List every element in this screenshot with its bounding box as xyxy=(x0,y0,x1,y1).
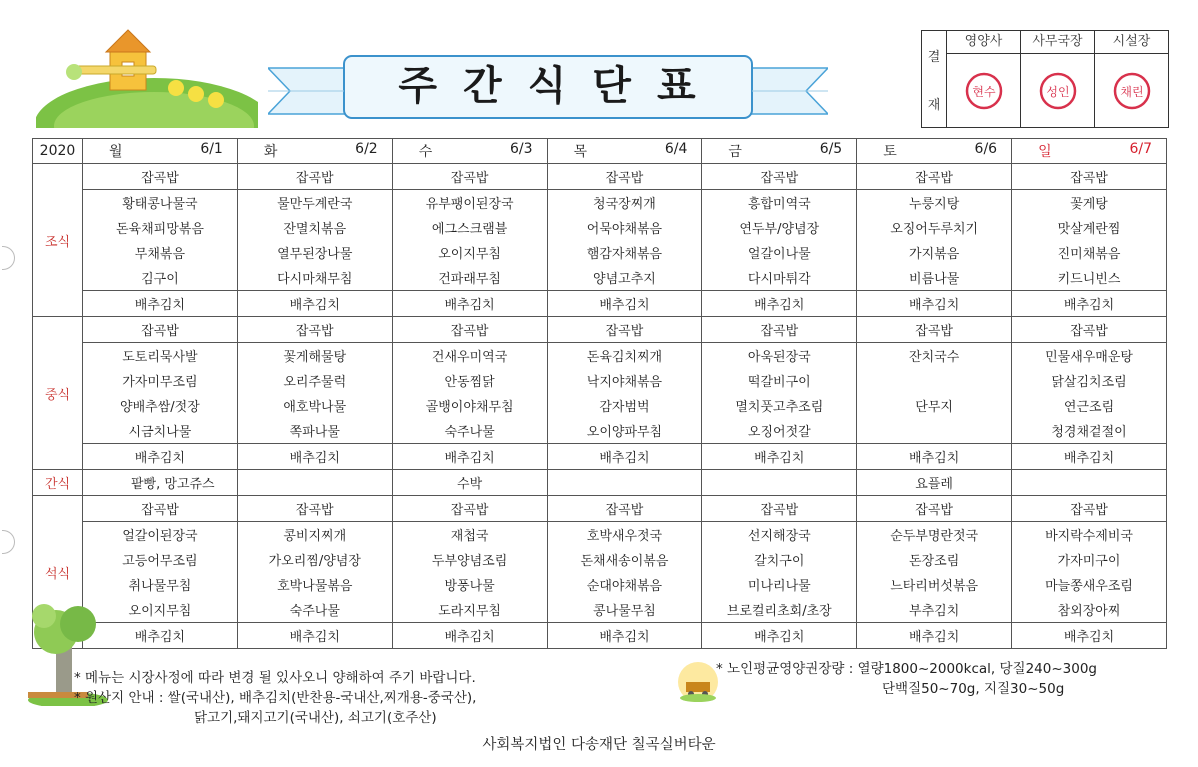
seal-stamp xyxy=(1036,69,1080,113)
menu-cell: 고등어무조림 xyxy=(83,547,238,572)
menu-cell: 숙주나물 xyxy=(237,597,392,623)
approval-col-director xyxy=(1095,31,1168,127)
menu-cell: 에그스크램블 xyxy=(392,215,547,240)
menu-row xyxy=(33,240,1167,265)
menu-cell: 배추김치 xyxy=(83,623,238,649)
menu-cell: 배추김치 xyxy=(392,623,547,649)
menu-cell: 잡곡밥 xyxy=(702,164,857,190)
table-header-row xyxy=(33,139,1167,164)
menu-cell: 청경채겉절이 xyxy=(1012,418,1167,444)
menu-cell: 배추김치 xyxy=(702,623,857,649)
menu-cell: 잡곡밥 xyxy=(392,496,547,522)
seal-stamp xyxy=(1110,69,1154,113)
menu-cell xyxy=(702,470,857,496)
day-date: 6/2 xyxy=(355,141,378,157)
day-date: 6/7 xyxy=(1129,141,1152,157)
menu-cell: 잡곡밥 xyxy=(83,317,238,343)
menu-row xyxy=(33,597,1167,623)
menu-cell: 오리주물럭 xyxy=(237,368,392,393)
menu-cell: 열무된장나물 xyxy=(237,240,392,265)
menu-row xyxy=(33,343,1167,369)
nutrition-line: * 노인평균영양권장량 : 열량1800~2000kcal, 당질240~300g xyxy=(716,661,1097,677)
menu-cell: 비름나물 xyxy=(857,265,1012,291)
menu-cell: 오이지무침 xyxy=(83,597,238,623)
menu-cell: 누룽지탕 xyxy=(857,190,1012,216)
day-name: 토 xyxy=(883,144,897,160)
menu-cell: 수박 xyxy=(392,470,547,496)
menu-cell: 배추김치 xyxy=(83,291,238,317)
menu-cell: 연근조림 xyxy=(1012,393,1167,418)
menu-cell: 부추김치 xyxy=(857,597,1012,623)
menu-cell: 닭살김치조림 xyxy=(1012,368,1167,393)
menu-row xyxy=(33,496,1167,522)
menu-cell: 배추김치 xyxy=(392,444,547,470)
day-header xyxy=(547,139,702,164)
nutrition-line: 단백질50~70g, 지질30~50g xyxy=(882,681,1065,697)
menu-cell: 도토리묵사발 xyxy=(83,343,238,369)
menu-cell: 느타리버섯볶음 xyxy=(857,572,1012,597)
day-name: 금 xyxy=(728,144,742,160)
menu-cell: 오징어두루치기 xyxy=(857,215,1012,240)
seal-stamp xyxy=(962,69,1006,113)
menu-cell: 돈육김치찌개 xyxy=(547,343,702,369)
menu-row xyxy=(33,164,1167,190)
menu-cell: 잡곡밥 xyxy=(392,164,547,190)
menu-cell xyxy=(857,368,1012,393)
menu-row xyxy=(33,547,1167,572)
menu-row xyxy=(33,368,1167,393)
day-date: 6/4 xyxy=(664,141,688,157)
menu-row xyxy=(33,393,1167,418)
meal-label: 중식 xyxy=(33,317,83,470)
menu-row xyxy=(33,190,1167,216)
menu-cell: 황태콩나물국 xyxy=(83,190,238,216)
menu-cell: 잡곡밥 xyxy=(702,317,857,343)
day-name: 월 xyxy=(109,144,123,160)
menu-cell: 배추김치 xyxy=(857,291,1012,317)
page-title: 주간식단표 xyxy=(398,63,722,109)
menu-cell: 아욱된장국 xyxy=(702,343,857,369)
menu-cell: 배추김치 xyxy=(83,444,238,470)
menu-cell: 배추김치 xyxy=(702,444,857,470)
menu-cell: 돈육채피망볶음 xyxy=(83,215,238,240)
menu-cell: 애호박나물 xyxy=(237,393,392,418)
menu-cell: 두부양념조림 xyxy=(392,547,547,572)
menu-cell: 가오리찜/양념장 xyxy=(237,547,392,572)
menu-row xyxy=(33,522,1167,548)
meal-label: 조식 xyxy=(33,164,83,317)
approval-box xyxy=(921,30,1169,128)
menu-cell: 얼갈이된장국 xyxy=(83,522,238,548)
menu-cell: 잡곡밥 xyxy=(547,496,702,522)
menu-cell: 재첩국 xyxy=(392,522,547,548)
menu-cell: 배추김치 xyxy=(1012,291,1167,317)
menu-cell: 잔치국수 xyxy=(857,343,1012,369)
menu-cell: 시금치나물 xyxy=(83,418,238,444)
menu-cell: 오이지무침 xyxy=(392,240,547,265)
menu-cell: 연두부/양념장 xyxy=(702,215,857,240)
menu-cell: 배추김치 xyxy=(547,291,702,317)
menu-cell: 양배추쌈/젓장 xyxy=(83,393,238,418)
approval-role: 시설장 xyxy=(1095,31,1168,54)
menu-cell: 배추김치 xyxy=(392,291,547,317)
menu-cell: 단무지 xyxy=(857,393,1012,418)
menu-cell: 호박나물볶음 xyxy=(237,572,392,597)
menu-cell: 민물새우매운탕 xyxy=(1012,343,1167,369)
menu-cell: 선지해장국 xyxy=(702,522,857,548)
seal-text: 현수 xyxy=(971,84,996,99)
binder-hole xyxy=(2,530,15,554)
menu-cell: 건새우미역국 xyxy=(392,343,547,369)
menu-cell: 다시마튀각 xyxy=(702,265,857,291)
menu-cell: 쪽파나물 xyxy=(237,418,392,444)
menu-row xyxy=(33,444,1167,470)
menu-cell: 잡곡밥 xyxy=(1012,164,1167,190)
nutrition-guide xyxy=(716,659,1097,699)
menu-cell: 취나물무침 xyxy=(83,572,238,597)
menu-cell: 배추김치 xyxy=(702,291,857,317)
menu-cell: 바지락수제비국 xyxy=(1012,522,1167,548)
menu-cell: 꽃게해물탕 xyxy=(237,343,392,369)
menu-cell: 잡곡밥 xyxy=(547,164,702,190)
menu-cell: 골뱅이야채무침 xyxy=(392,393,547,418)
menu-cell: 떡갈비구이 xyxy=(702,368,857,393)
menu-cell: 돈채새송이볶음 xyxy=(547,547,702,572)
note-line: * 원산지 안내 : 쌀(국내산), 배추김치(반찬용-국내산,찌개용-중국산), xyxy=(74,690,477,706)
menu-cell: 돈장조림 xyxy=(857,547,1012,572)
menu-cell: 잡곡밥 xyxy=(237,317,392,343)
menu-cell: 물만두계란국 xyxy=(237,190,392,216)
menu-cell: 무채볶음 xyxy=(83,240,238,265)
note-line: * 메뉴는 시장사정에 따라 변경 될 있사오니 양해하여 주기 바랍니다. xyxy=(74,670,476,686)
approval-label-bottom: 재 xyxy=(927,97,941,113)
menu-cell: 오징어젓갈 xyxy=(702,418,857,444)
menu-cell: 오이양파무침 xyxy=(547,418,702,444)
menu-cell: 낙지야채볶음 xyxy=(547,368,702,393)
menu-cell: 어묵야채볶음 xyxy=(547,215,702,240)
approval-col-manager xyxy=(1021,31,1095,127)
menu-row xyxy=(33,265,1167,291)
year-cell: 2020 xyxy=(33,139,83,164)
menu-cell: 감자범벅 xyxy=(547,393,702,418)
menu-cell: 잡곡밥 xyxy=(857,317,1012,343)
menu-cell: 꽃게탕 xyxy=(1012,190,1167,216)
menu-cell: 배추김치 xyxy=(857,444,1012,470)
meal-label: 석식 xyxy=(33,496,83,649)
menu-cell: 순두부명란젓국 xyxy=(857,522,1012,548)
menu-cell: 김구이 xyxy=(83,265,238,291)
menu-body xyxy=(33,164,1167,649)
day-header xyxy=(857,139,1012,164)
day-date: 6/5 xyxy=(819,141,843,157)
menu-cell: 호박새우젓국 xyxy=(547,522,702,548)
menu-cell: 순대야채볶음 xyxy=(547,572,702,597)
meal-label: 간식 xyxy=(33,470,83,496)
menu-cell xyxy=(857,418,1012,444)
menu-cell: 배추김치 xyxy=(237,623,392,649)
menu-cell: 잡곡밥 xyxy=(547,317,702,343)
menu-cell: 갈치구이 xyxy=(702,547,857,572)
menu-cell: 배추김치 xyxy=(547,444,702,470)
menu-row xyxy=(33,317,1167,343)
menu-row xyxy=(33,623,1167,649)
menu-cell: 맛살계란찜 xyxy=(1012,215,1167,240)
approval-label-top: 결 xyxy=(927,49,941,65)
menu-cell: 멸치풋고추조림 xyxy=(702,393,857,418)
day-date: 6/6 xyxy=(974,141,998,157)
binder-hole xyxy=(2,246,15,270)
day-name: 일 xyxy=(1038,144,1052,160)
menu-cell: 배추김치 xyxy=(237,291,392,317)
menu-cell: 참외장아찌 xyxy=(1012,597,1167,623)
seal-text: 채린 xyxy=(1119,84,1144,99)
menu-cell: 진미채볶음 xyxy=(1012,240,1167,265)
menu-cell: 배추김치 xyxy=(1012,444,1167,470)
menu-row xyxy=(33,418,1167,444)
menu-cell: 배추김치 xyxy=(237,444,392,470)
approval-col-nutritionist xyxy=(947,31,1021,127)
menu-cell: 잡곡밥 xyxy=(83,496,238,522)
approval-role: 사무국장 xyxy=(1021,31,1094,54)
day-header xyxy=(237,139,392,164)
approval-role: 영양사 xyxy=(947,31,1020,54)
menu-cell: 팥빵, 망고쥬스 xyxy=(83,470,238,496)
menu-cell: 콩나물무침 xyxy=(547,597,702,623)
menu-cell xyxy=(1012,470,1167,496)
hill-house-illustration xyxy=(36,28,258,128)
menu-cell: 키드니빈스 xyxy=(1012,265,1167,291)
day-header xyxy=(392,139,547,164)
seal-text: 성인 xyxy=(1045,84,1070,99)
menu-cell: 다시마채무침 xyxy=(237,265,392,291)
menu-cell: 잡곡밥 xyxy=(702,496,857,522)
menu-cell: 잡곡밥 xyxy=(1012,496,1167,522)
menu-cell: 마늘쫑새우조림 xyxy=(1012,572,1167,597)
menu-cell: 가자미구이 xyxy=(1012,547,1167,572)
cart-illustration xyxy=(676,660,720,704)
menu-row xyxy=(33,215,1167,240)
menu-cell: 방풍나물 xyxy=(392,572,547,597)
menu-cell: 콩비지찌개 xyxy=(237,522,392,548)
menu-cell: 양념고추지 xyxy=(547,265,702,291)
snack-row xyxy=(33,470,1167,496)
day-date: 6/3 xyxy=(510,141,533,157)
menu-cell: 청국장찌개 xyxy=(547,190,702,216)
menu-cell: 잡곡밥 xyxy=(83,164,238,190)
menu-cell: 배추김치 xyxy=(547,623,702,649)
menu-cell: 가지볶음 xyxy=(857,240,1012,265)
menu-cell: 숙주나물 xyxy=(392,418,547,444)
menu-row xyxy=(33,291,1167,317)
menu-cell: 배추김치 xyxy=(857,623,1012,649)
menu-cell: 미나리나물 xyxy=(702,572,857,597)
day-name: 수 xyxy=(418,144,433,160)
menu-cell: 안동찜닭 xyxy=(392,368,547,393)
menu-cell: 잡곡밥 xyxy=(237,496,392,522)
menu-row xyxy=(33,572,1167,597)
menu-cell: 잡곡밥 xyxy=(1012,317,1167,343)
menu-cell: 가자미무조림 xyxy=(83,368,238,393)
day-header xyxy=(702,139,857,164)
approval-label xyxy=(922,31,947,127)
footer-notes xyxy=(74,668,476,728)
day-date: 6/1 xyxy=(200,141,223,157)
menu-cell: 건파래무침 xyxy=(392,265,547,291)
menu-cell: 잡곡밥 xyxy=(237,164,392,190)
menu-cell: 흥합미역국 xyxy=(702,190,857,216)
organization-name: 사회복지법인 다송재단 칠곡실버타운 xyxy=(482,737,716,753)
menu-cell: 도라지무침 xyxy=(392,597,547,623)
menu-cell xyxy=(547,470,702,496)
day-name: 화 xyxy=(263,144,278,160)
menu-cell: 잡곡밥 xyxy=(857,164,1012,190)
menu-cell: 잡곡밥 xyxy=(857,496,1012,522)
menu-cell: 잔멸치볶음 xyxy=(237,215,392,240)
menu-cell: 요플레 xyxy=(857,470,1012,496)
menu-cell xyxy=(237,470,392,496)
day-name: 목 xyxy=(573,144,588,160)
menu-cell: 배추김치 xyxy=(1012,623,1167,649)
menu-cell: 얼갈이나물 xyxy=(702,240,857,265)
day-header xyxy=(83,139,238,164)
day-header-sunday xyxy=(1012,139,1167,164)
menu-cell: 햄감자채볶음 xyxy=(547,240,702,265)
menu-cell: 브로컬리초회/초장 xyxy=(702,597,857,623)
note-line: 닭고기,돼지고기(국내산), 쇠고기(호주산) xyxy=(194,710,437,726)
menu-cell: 잡곡밥 xyxy=(392,317,547,343)
menu-cell: 유부팽이된장국 xyxy=(392,190,547,216)
weekly-menu-table xyxy=(32,138,1167,649)
